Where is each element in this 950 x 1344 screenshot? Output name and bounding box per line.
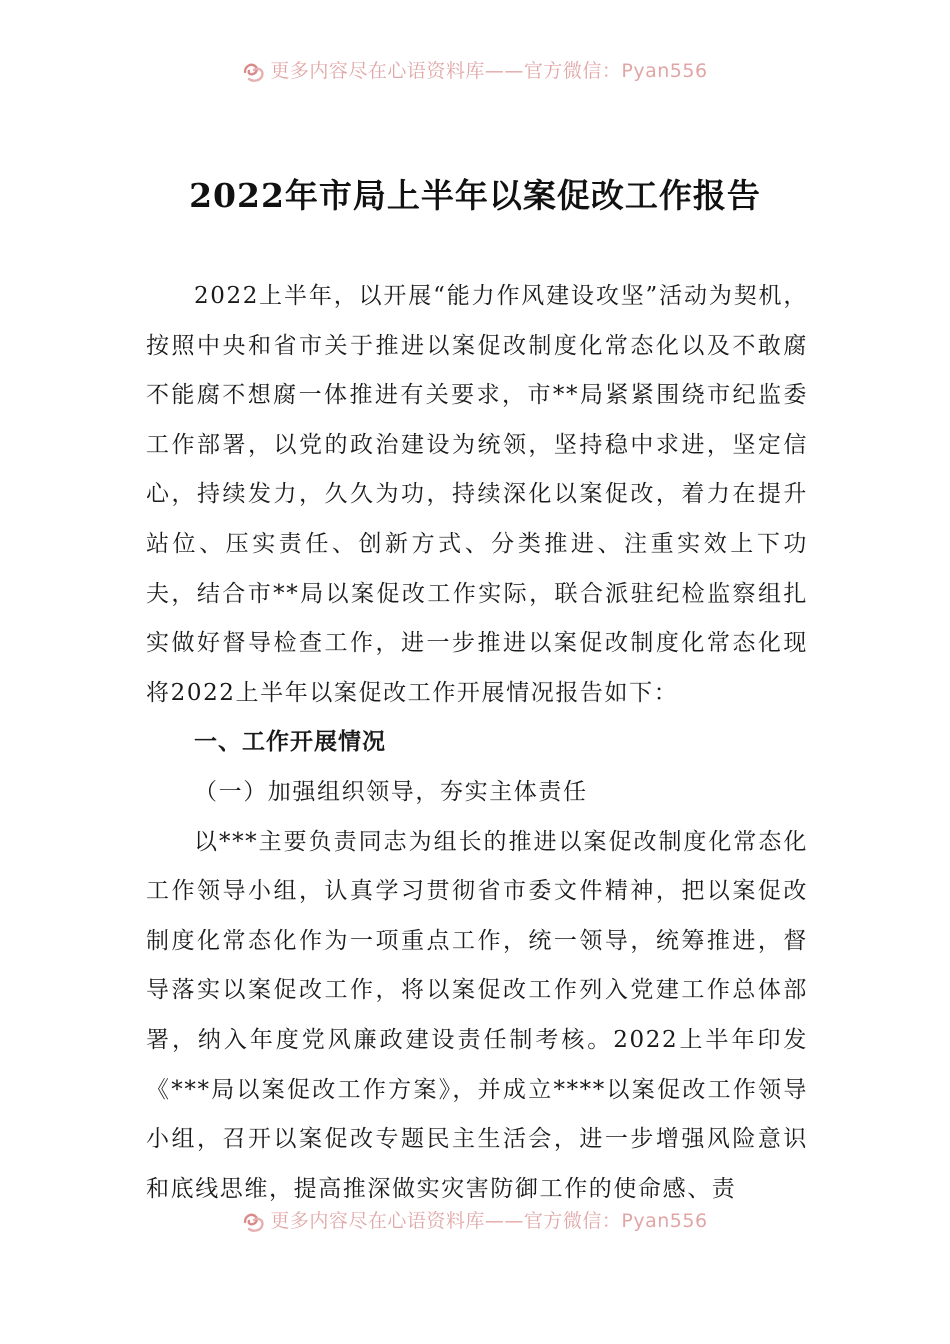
watermark-account: Pyan556 [621, 60, 708, 82]
document-body [146, 272, 808, 1214]
watermark-logo-icon [242, 61, 266, 83]
subsection-heading-organization: （一）加强组织领导，夯实主体责任 [194, 778, 588, 805]
intro-paragraph: 2022上半年，以开展“能力作风建设攻坚”活动为契机，按照中央和省市关于推进以案促改制度化常态化以及不敢腐不能腐不想腐一体推进有关要求，市**局紧紧围绕市纪监委工作部署，以党的政治建设为统领，坚持稳中求进，坚定信心，持续发力，久久为功，持续深化以案促改，着力在提升站位、压实责任、创新方式、分类推进、注重实效上下功夫，结合市**局以案促改工作实际，联合派驻纪检监察组扎实做好督导检查工作，进一步推进以案促改制度化常态化现将2022上半年以案促改工作开展情况报告如下： [146, 283, 808, 706]
watermark-logo-icon [242, 1211, 266, 1233]
subsection-paragraph-organization: 以***主要负责同志为组长的推进以案促改制度化常态化工作领导小组，认真学习贯彻省市委文件精神，把以案促改制度化常态化作为一项重点工作，统一领导，统筹推进，督导落实以案促改工作，将以案促改工作列入党建工作总体部署，纳入年度党风廉政建设责任制考核。2022上半年印发《***局以案促改工作方案》，并成立****以案促改工作领导小组，召开以案促改专题民主生活会，进一步增强风险意识和底线思维，提高推深做实灾害防御工作的使命感、责 [146, 828, 808, 1202]
watermark-text: 更多内容尽在心语资料库——官方微信： [270, 60, 622, 82]
watermark-footer [0, 1208, 950, 1234]
section-heading-work-progress: 一、工作开展情况 [194, 729, 386, 756]
watermark-account: Pyan556 [621, 1210, 708, 1232]
watermark-header [0, 58, 950, 84]
watermark-text: 更多内容尽在心语资料库——官方微信： [270, 1210, 622, 1232]
document-title: 2022年市局上半年以案促改工作报告 [189, 176, 761, 215]
